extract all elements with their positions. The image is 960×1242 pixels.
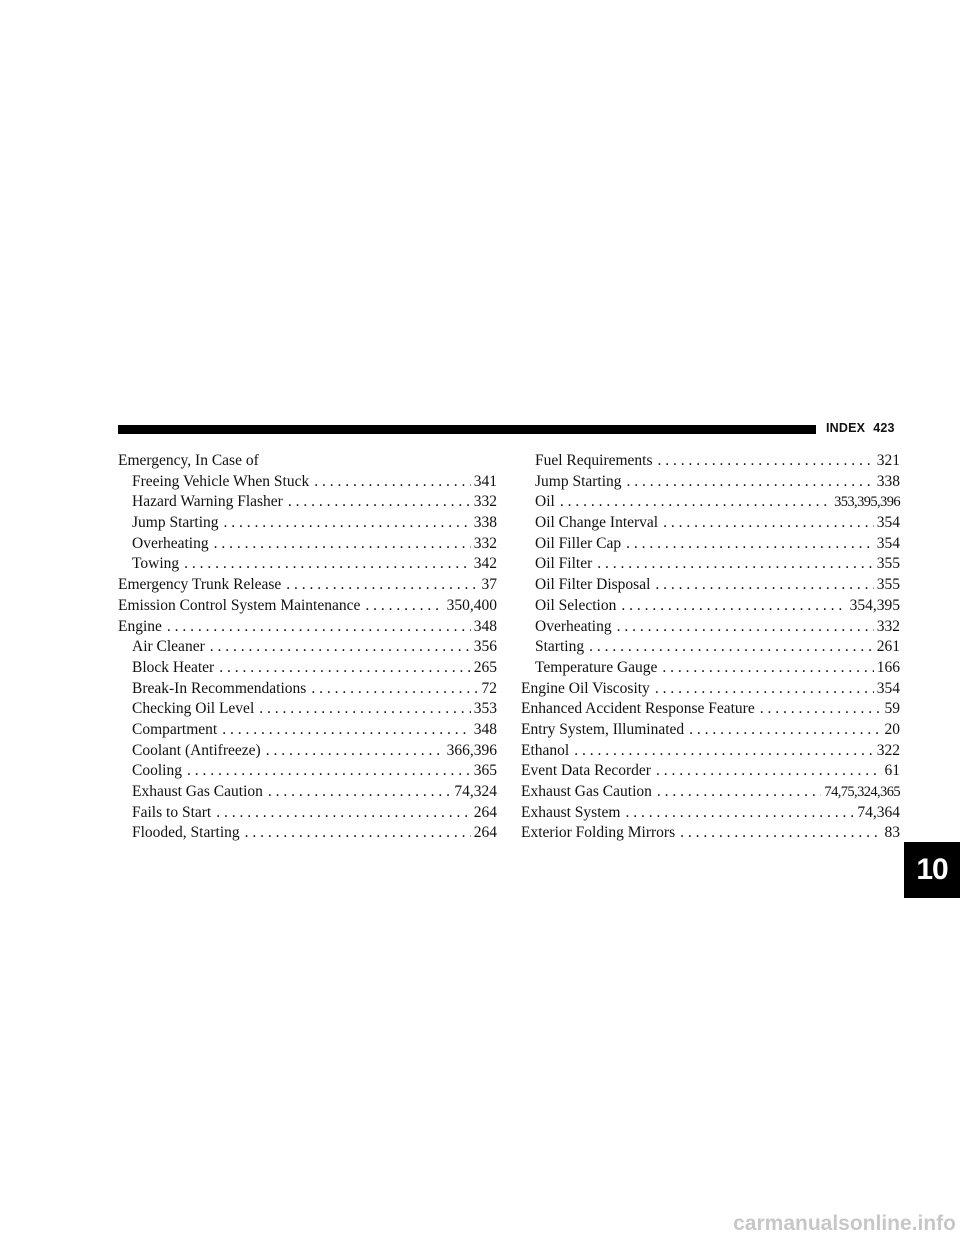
dot-leader — [597, 554, 873, 575]
index-term: Starting — [535, 638, 585, 656]
dot-leader — [314, 472, 471, 493]
dot-leader — [680, 823, 881, 844]
index-term: Block Heater — [132, 658, 215, 676]
dot-leader — [184, 554, 471, 575]
index-entry — [521, 679, 900, 700]
index-page-ref: 354,395 — [849, 596, 900, 614]
index-page-ref: 354 — [876, 514, 900, 532]
dot-leader — [760, 699, 882, 720]
index-term: Exhaust Gas Caution — [132, 783, 263, 800]
index-entry — [521, 720, 900, 741]
dot-leader — [187, 761, 471, 782]
dot-leader — [259, 699, 471, 720]
index-term: Towing — [132, 555, 180, 573]
index-term: Oil — [535, 493, 555, 511]
index-entry — [118, 658, 497, 679]
dot-leader — [626, 534, 874, 555]
dot-leader — [288, 492, 471, 513]
dot-leader — [621, 596, 846, 617]
index-term: Oil Filler Cap — [535, 534, 622, 552]
index-term: Engine — [118, 617, 162, 635]
index-entry — [118, 679, 497, 700]
dot-leader — [625, 803, 854, 824]
index-entry — [118, 637, 497, 658]
index-entry — [118, 699, 497, 720]
index-term: Exterior Folding Mirrors — [521, 824, 676, 842]
index-entry — [118, 534, 497, 555]
index-page-ref: 166 — [876, 658, 900, 676]
index-entry — [118, 803, 497, 824]
dot-leader — [219, 658, 471, 679]
index-term: Exhaust System — [521, 803, 621, 821]
index-page-ref: 350,400 — [446, 596, 497, 614]
index-entry — [521, 596, 900, 617]
index-entry — [521, 699, 900, 720]
index-term: Emission Control System Maintenance — [118, 596, 361, 614]
index-term: Flooded, Starting — [132, 824, 240, 842]
index-page-ref: 348 — [473, 720, 497, 738]
header-rule — [118, 425, 816, 434]
running-header — [826, 421, 895, 435]
index-entry — [118, 513, 497, 534]
index-entry — [118, 761, 497, 782]
dot-leader — [210, 637, 471, 658]
index-entry — [118, 554, 497, 575]
index-term: Oil Filter Disposal — [535, 576, 651, 594]
index-entry — [118, 720, 497, 741]
index-page-ref: 355 — [876, 555, 900, 573]
index-page-ref: 264 — [473, 824, 497, 842]
index-entry — [118, 575, 497, 596]
index-term: Engine Oil Viscosity — [521, 679, 650, 697]
index-page-ref: 342 — [473, 555, 497, 573]
dot-leader — [222, 720, 471, 741]
index-page-ref: 354 — [876, 534, 900, 552]
index-page-ref: 332 — [473, 534, 497, 552]
index-term: Jump Starting — [132, 514, 219, 532]
index-page-ref: 354 — [876, 679, 900, 697]
index-entry — [118, 617, 497, 638]
index-page-ref: 74,364 — [857, 803, 900, 821]
index-page-ref: 83 — [884, 824, 900, 842]
index-entry — [118, 782, 497, 803]
index-column-left — [118, 451, 497, 844]
index-entry — [521, 492, 900, 513]
dot-leader — [266, 741, 444, 762]
index-term: Overheating — [535, 617, 612, 635]
index-entry — [118, 472, 497, 493]
index-term: Oil Change Interval — [535, 514, 659, 532]
dot-leader — [589, 637, 874, 658]
index-entry — [118, 451, 497, 472]
index-entry — [521, 451, 900, 472]
dot-leader — [663, 513, 874, 534]
index-page-ref: 264 — [473, 803, 497, 821]
dot-leader — [627, 472, 874, 493]
index-term: Exhaust Gas Caution — [521, 783, 652, 800]
index-entry — [118, 741, 497, 762]
index-page-ref: 366,396 — [446, 741, 497, 759]
dot-leader — [655, 679, 874, 700]
index-term: Emergency, In Case of — [118, 452, 259, 469]
index-entry — [118, 596, 497, 617]
index-term: Checking Oil Level — [132, 700, 255, 718]
index-entry — [118, 823, 497, 844]
index-page-ref: 74,75,324,365 — [824, 784, 900, 800]
index-page-ref: 61 — [884, 762, 900, 780]
index-term: Oil Filter — [535, 555, 593, 573]
dot-leader — [662, 658, 873, 679]
index-page-ref: 365 — [473, 762, 497, 780]
index-term: Compartment — [132, 720, 218, 738]
index-term: Cooling — [132, 762, 182, 780]
index-term: Temperature Gauge — [535, 658, 658, 676]
index-entry — [521, 637, 900, 658]
index-column-right — [521, 451, 900, 844]
index-page-ref: 356 — [473, 638, 497, 656]
index-entry — [521, 554, 900, 575]
index-entry — [521, 803, 900, 824]
index-page-ref: 338 — [473, 514, 497, 532]
dot-leader — [657, 782, 822, 803]
dot-leader — [311, 679, 478, 700]
dot-leader — [656, 761, 882, 782]
index-page-ref: 72 — [481, 679, 497, 697]
index-term: Event Data Recorder — [521, 762, 651, 780]
page-number: 423 — [873, 421, 895, 435]
index-page-ref: 353,395,396 — [834, 494, 900, 511]
index-page-ref: 20 — [884, 720, 900, 738]
dot-leader — [365, 596, 443, 617]
index-page-ref: 59 — [884, 700, 900, 718]
index-page-ref: 332 — [473, 493, 497, 511]
index-term: Emergency Trunk Release — [118, 576, 282, 594]
index-term: Jump Starting — [535, 472, 622, 490]
index-term: Freeing Vehicle When Stuck — [132, 472, 310, 490]
dot-leader — [655, 575, 873, 596]
index-term: Break-In Recommendations — [132, 679, 307, 697]
index-page-ref: 261 — [876, 638, 900, 656]
dot-leader — [214, 534, 471, 555]
index-page-ref: 74,324 — [454, 783, 497, 800]
index-entry — [521, 761, 900, 782]
index-term: Ethanol — [521, 741, 570, 759]
index-entry — [118, 492, 497, 513]
dot-leader — [216, 803, 471, 824]
dot-leader — [560, 492, 831, 513]
index-page-ref: 353 — [473, 700, 497, 718]
index-term: Fuel Requirements — [535, 452, 653, 469]
index-term: Fails to Start — [132, 803, 212, 821]
dot-leader — [167, 617, 471, 638]
index-page-ref: 355 — [876, 576, 900, 594]
index-term: Enhanced Accident Response Feature — [521, 700, 755, 718]
index-page-ref: 332 — [876, 617, 900, 635]
watermark: carmanualsonline.info — [733, 1212, 956, 1235]
section-title: INDEX — [826, 421, 866, 435]
dot-leader — [224, 513, 471, 534]
index-entry — [521, 741, 900, 762]
index-entry — [521, 534, 900, 555]
chapter-thumb-tab: 10 — [904, 842, 960, 898]
index-entry — [521, 658, 900, 679]
index-term: Entry System, Illuminated — [521, 720, 685, 738]
index-page-ref: 322 — [876, 741, 900, 759]
index-term: Air Cleaner — [132, 638, 205, 656]
index-page-ref: 37 — [481, 576, 497, 594]
index-term: Coolant (Antifreeze) — [132, 741, 261, 759]
index-page-ref: 348 — [473, 617, 497, 635]
dot-leader — [268, 782, 452, 803]
index-page-ref: 338 — [876, 472, 900, 490]
dot-leader — [286, 575, 478, 596]
index-term: Hazard Warning Flasher — [132, 493, 283, 511]
index-entry — [521, 617, 900, 638]
dot-leader — [658, 451, 874, 472]
dot-leader — [245, 823, 471, 844]
index-page-ref: 321 — [876, 452, 900, 469]
index-term: Overheating — [132, 534, 209, 552]
index-entry — [521, 472, 900, 493]
dot-leader — [617, 617, 874, 638]
index-page-ref: 341 — [473, 472, 497, 490]
dot-leader — [689, 720, 881, 741]
index-page-ref: 265 — [473, 658, 497, 676]
index-entry — [521, 782, 900, 803]
index-entry — [521, 575, 900, 596]
index-entry — [521, 823, 900, 844]
index-entry — [521, 513, 900, 534]
index-term: Oil Selection — [535, 596, 617, 614]
dot-leader — [574, 741, 874, 762]
